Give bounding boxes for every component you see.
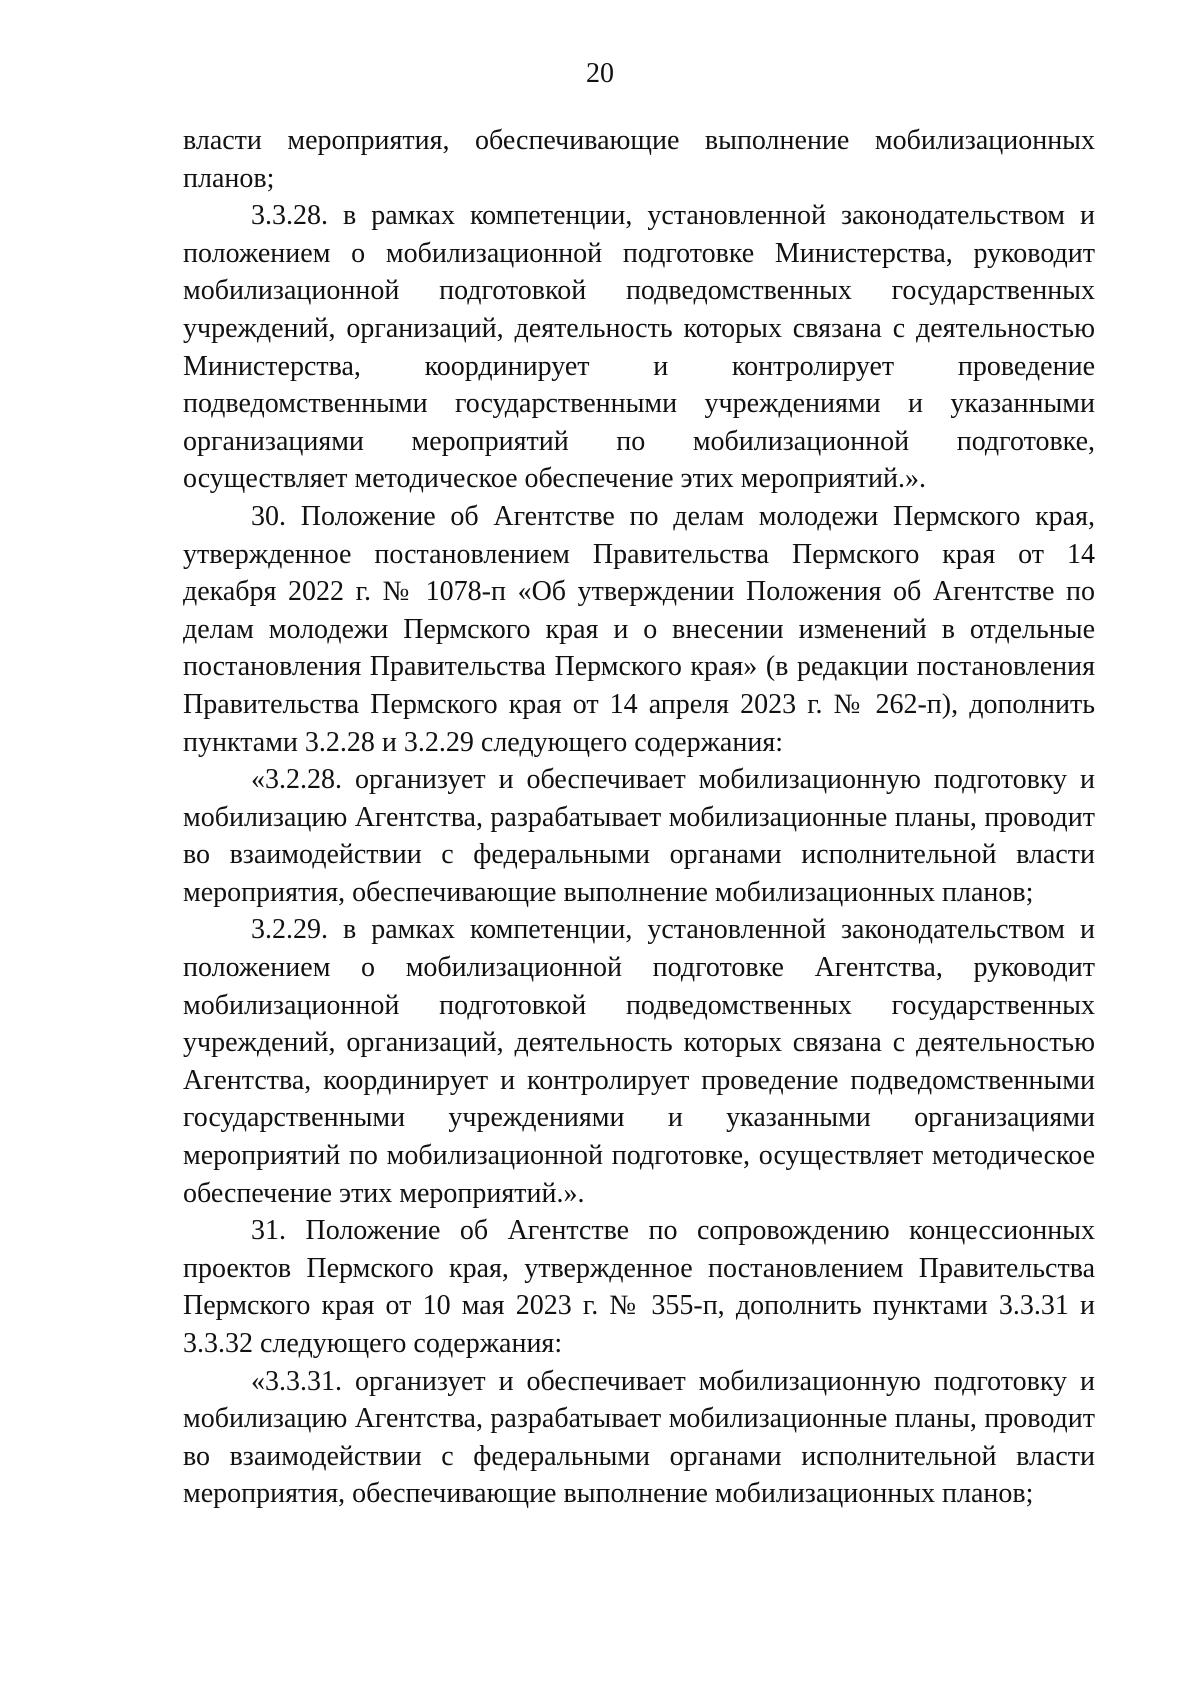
paragraph-continuation: власти мероприятия, обеспечивающие выполнение мобилизационных планов; bbox=[183, 125, 1095, 194]
paragraph-item-3-3-28: 3.3.28. в рамках компетенции, установленной законодательством и положением о мобилизационной подготовке Министерства, руководит мобилизационной подготовкой подведомственных государственных учреждений, организаций, деятельность которых связана с деятельностью Министерства, координирует и контролирует проведение подведомственными государственными учреждениями и указанными организациями мероприятий по мобилизационной подготовке, осуществляет методическое обеспечение этих мероприятий.». bbox=[183, 200, 1095, 495]
page-number: 20 bbox=[586, 58, 614, 89]
paragraph-item-30: 30. Положение об Агентстве по делам молодежи Пермского края, утвержденное постановлением Правительства Пермского края от 14 декабря 2022 г. № 1078-п «Об утверждении Положения об Агентстве по делам молодежи Пермского края и о внесении изменений в отдельные постановления Правительства Пермского края» (в редакции постановления Правительства Пермского края от 14 апреля 2023 г. № 262-п), дополнить пунктами 3.2.28 и 3.2.29 следующего содержания: bbox=[183, 500, 1095, 758]
paragraph-item-3-2-29: 3.2.29. в рамках компетенции, установленной законодательством и положением о мобилизационной подготовке Агентства, руководит мобилизационной подготовкой подведомственных государственных учреждений, организаций, деятельность которых связана с деятельностью Агентства, координирует и контролирует проведение подведомственными государственными учреждениями и указанными организациями мероприятий по мобилизационной подготовке, осуществляет методическое обеспечение этих мероприятий.». bbox=[183, 914, 1095, 1209]
paragraph-item-31: 31. Положение об Агентстве по сопровождению концессионных проектов Пермского края, утвержденное постановлением Правительства Пермского края от 10 мая 2023 г. № 355-п, дополнить пунктами 3.3.31 и 3.3.32 следующего содержания: bbox=[183, 1215, 1095, 1359]
paragraph-item-3-2-28: «3.2.28. организует и обеспечивает мобилизационную подготовку и мобилизацию Агентства, разрабатывает мобилизационные планы, проводит во взаимодействии с федеральными органами исполнительной власти мероприятия, обеспечивающие выполнение мобилизационных планов; bbox=[183, 764, 1095, 908]
paragraph-item-3-3-31: «3.3.31. организует и обеспечивает мобилизационную подготовку и мобилизацию Агентства, разрабатывает мобилизационные планы, проводит во взаимодействии с федеральными органами исполнительной власти мероприятия, обеспечивающие выполнение мобилизационных планов; bbox=[183, 1365, 1095, 1510]
document-body bbox=[183, 122, 1095, 1513]
